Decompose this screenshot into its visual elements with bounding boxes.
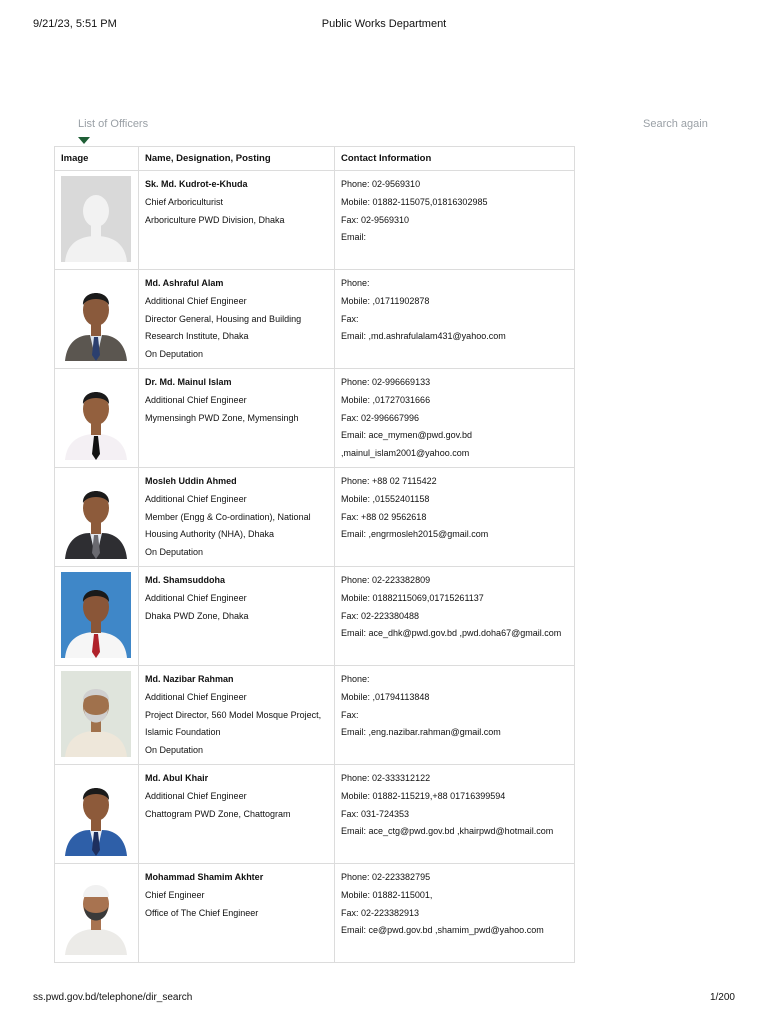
officer-row xyxy=(55,666,575,765)
officer-name: Mosleh Uddin Ahmed xyxy=(145,476,237,486)
contact-line: Mobile: 01882-115001, xyxy=(341,889,433,900)
contact-line: Email: ce@pwd.gov.bd ,shamim_pwd@yahoo.com xyxy=(341,925,544,936)
officer-designation-line: On Deputation xyxy=(145,547,204,558)
officer-photo xyxy=(61,770,131,856)
contact-line: Phone: 02-996669133 xyxy=(341,377,431,387)
officers-table xyxy=(54,146,575,963)
contact-line: Phone: +88 02 7115422 xyxy=(341,476,437,486)
officer-designation-line: Project Director, 560 Model Mosque Project, xyxy=(145,709,322,720)
officer-details-cell xyxy=(139,567,335,666)
officer-designation-line: Member (Engg & Co-ordination), National xyxy=(145,511,311,522)
officer-row xyxy=(55,765,575,864)
officer-contact-cell xyxy=(335,567,575,666)
table-header-row xyxy=(55,147,575,171)
contact-line: Phone: 02-223382809 xyxy=(341,575,431,585)
contact-line: Email: ,md.ashrafulalam431@yahoo.com xyxy=(341,331,506,342)
contact-line: Mobile: 01882-115075,01816302985 xyxy=(341,196,488,207)
officer-designation-line: Office of The Chief Engineer xyxy=(145,907,259,918)
officer-designation-line: Chief Arboriculturist xyxy=(145,196,224,207)
officer-contact-cell xyxy=(335,765,575,864)
officer-image-cell xyxy=(55,369,139,468)
contact-line: Fax: 02-223382913 xyxy=(341,907,420,918)
contact-line: Fax: 02-996667996 xyxy=(341,412,420,423)
officer-designation-line: Mymensingh PWD Zone, Mymensingh xyxy=(145,412,299,423)
contact-line: Fax: 031-724353 xyxy=(341,808,410,819)
contact-line: Phone: 02-333312122 xyxy=(341,773,431,783)
contact-line: Email: ace_mymen@pwd.gov.bd xyxy=(341,430,473,441)
officer-details-cell xyxy=(139,864,335,963)
officer-designation-line: Additional Chief Engineer xyxy=(145,790,247,801)
officer-designation-line: On Deputation xyxy=(145,745,204,756)
contact-line: Fax: +88 02 9562618 xyxy=(341,511,427,522)
officer-name: Sk. Md. Kudrot-e-Khuda xyxy=(145,179,248,189)
officer-designation-line: Additional Chief Engineer xyxy=(145,394,247,405)
officer-details-cell xyxy=(139,468,335,567)
officer-designation-line: Chief Engineer xyxy=(145,889,205,900)
officer-image-cell xyxy=(55,468,139,567)
officer-row xyxy=(55,270,575,369)
contact-line: Mobile: ,01794113848 xyxy=(341,691,430,702)
officer-image-cell xyxy=(55,864,139,963)
officer-details-cell xyxy=(139,765,335,864)
officer-contact-cell xyxy=(335,270,575,369)
officer-designation-line: Dhaka PWD Zone, Dhaka xyxy=(145,610,249,621)
officer-image-cell xyxy=(55,765,139,864)
contact-line: Fax: xyxy=(341,313,359,324)
contact-line: Email: ,eng.nazibar.rahman@gmail.com xyxy=(341,727,501,738)
contact-line: Mobile: ,01727031666 xyxy=(341,394,431,405)
officer-details-cell xyxy=(139,369,335,468)
contact-line: Phone: xyxy=(341,278,370,288)
officer-name: Md. Abul Khair xyxy=(145,773,209,783)
tab-list-of-officers[interactable]: List of Officers xyxy=(78,118,149,130)
officer-photo xyxy=(61,869,131,955)
active-tab-indicator-icon xyxy=(78,137,90,144)
officer-contact-cell xyxy=(335,864,575,963)
footer-page-number: 1/200 xyxy=(709,992,735,1003)
officer-name: Dr. Md. Mainul Islam xyxy=(145,377,232,387)
officer-photo xyxy=(61,572,131,658)
contact-line: Mobile: ,01552401158 xyxy=(341,493,430,504)
officer-row xyxy=(55,864,575,963)
contact-line: Fax: 02-9569310 xyxy=(341,214,410,225)
page-title: Public Works Department xyxy=(321,18,447,30)
footer-url: ss.pwd.gov.bd/telephone/dir_search xyxy=(33,992,193,1003)
column-header-name: Name, Designation, Posting xyxy=(139,147,335,171)
officer-photo xyxy=(61,671,131,757)
officer-row xyxy=(55,567,575,666)
avatar-placeholder-icon xyxy=(61,176,131,262)
contact-line: Mobile: ,01711902878 xyxy=(341,295,430,306)
officer-details-cell xyxy=(139,270,335,369)
contact-line: Fax: xyxy=(341,709,359,720)
officer-designation-line: Research Institute, Dhaka xyxy=(145,331,249,342)
contact-line: Phone: xyxy=(341,674,370,684)
officer-designation-line: Additional Chief Engineer xyxy=(145,295,247,306)
officer-image-cell xyxy=(55,270,139,369)
officer-image-cell xyxy=(55,567,139,666)
column-header-image: Image xyxy=(55,147,139,171)
contact-line: Email: ace_dhk@pwd.gov.bd ,pwd.doha67@gmail.com xyxy=(341,628,562,639)
search-again-link[interactable]: Search again xyxy=(643,118,708,130)
contact-line: Phone: 02-223382795 xyxy=(341,872,431,882)
officer-designation-line: Director General, Housing and Building xyxy=(145,313,302,324)
officer-details-cell xyxy=(139,666,335,765)
officer-contact-cell xyxy=(335,666,575,765)
officer-row xyxy=(55,369,575,468)
contact-line: Mobile: 01882115069,01715261137 xyxy=(341,592,484,603)
officer-photo xyxy=(61,275,131,361)
officer-designation-line: On Deputation xyxy=(145,349,204,360)
officer-designation-line: Additional Chief Engineer xyxy=(145,592,247,603)
officer-name: Md. Shamsuddoha xyxy=(145,575,226,585)
contact-line: Fax: 02-223380488 xyxy=(341,610,420,621)
officer-contact-cell xyxy=(335,369,575,468)
contact-line: Email: xyxy=(341,232,367,243)
column-header-contact: Contact Information xyxy=(335,147,575,171)
officer-photo xyxy=(61,473,131,559)
officer-designation-line: Housing Authority (NHA), Dhaka xyxy=(145,529,275,540)
officer-name: Mohammad Shamim Akhter xyxy=(145,872,264,882)
officer-row xyxy=(55,171,575,270)
officer-designation-line: Chattogram PWD Zone, Chattogram xyxy=(145,808,291,819)
officer-name: Md. Nazibar Rahman xyxy=(145,674,234,684)
officer-contact-cell xyxy=(335,468,575,567)
officer-name: Md. Ashraful Alam xyxy=(145,278,224,288)
contact-line: Email: ,engrmosleh2015@gmail.com xyxy=(341,529,489,540)
contact-line: Mobile: 01882-115219,+88 01716399594 xyxy=(341,790,506,801)
contact-line: Email: ace_ctg@pwd.gov.bd ,khairpwd@hotmail.com xyxy=(341,826,554,837)
officer-image-cell xyxy=(55,666,139,765)
officer-designation-line: Arboriculture PWD Division, Dhaka xyxy=(145,214,285,225)
officer-designation-line: Additional Chief Engineer xyxy=(145,691,247,702)
officer-row xyxy=(55,468,575,567)
contact-line: Phone: 02-9569310 xyxy=(341,179,421,189)
officer-photo xyxy=(61,374,131,460)
officer-designation-line: Additional Chief Engineer xyxy=(145,493,247,504)
officer-image-cell xyxy=(55,171,139,270)
print-datetime: 9/21/23, 5:51 PM xyxy=(33,18,117,30)
officer-contact-cell xyxy=(335,171,575,270)
officer-designation-line: Islamic Foundation xyxy=(145,727,221,738)
officer-details-cell xyxy=(139,171,335,270)
contact-line: ,mainul_islam2001@yahoo.com xyxy=(341,448,470,459)
